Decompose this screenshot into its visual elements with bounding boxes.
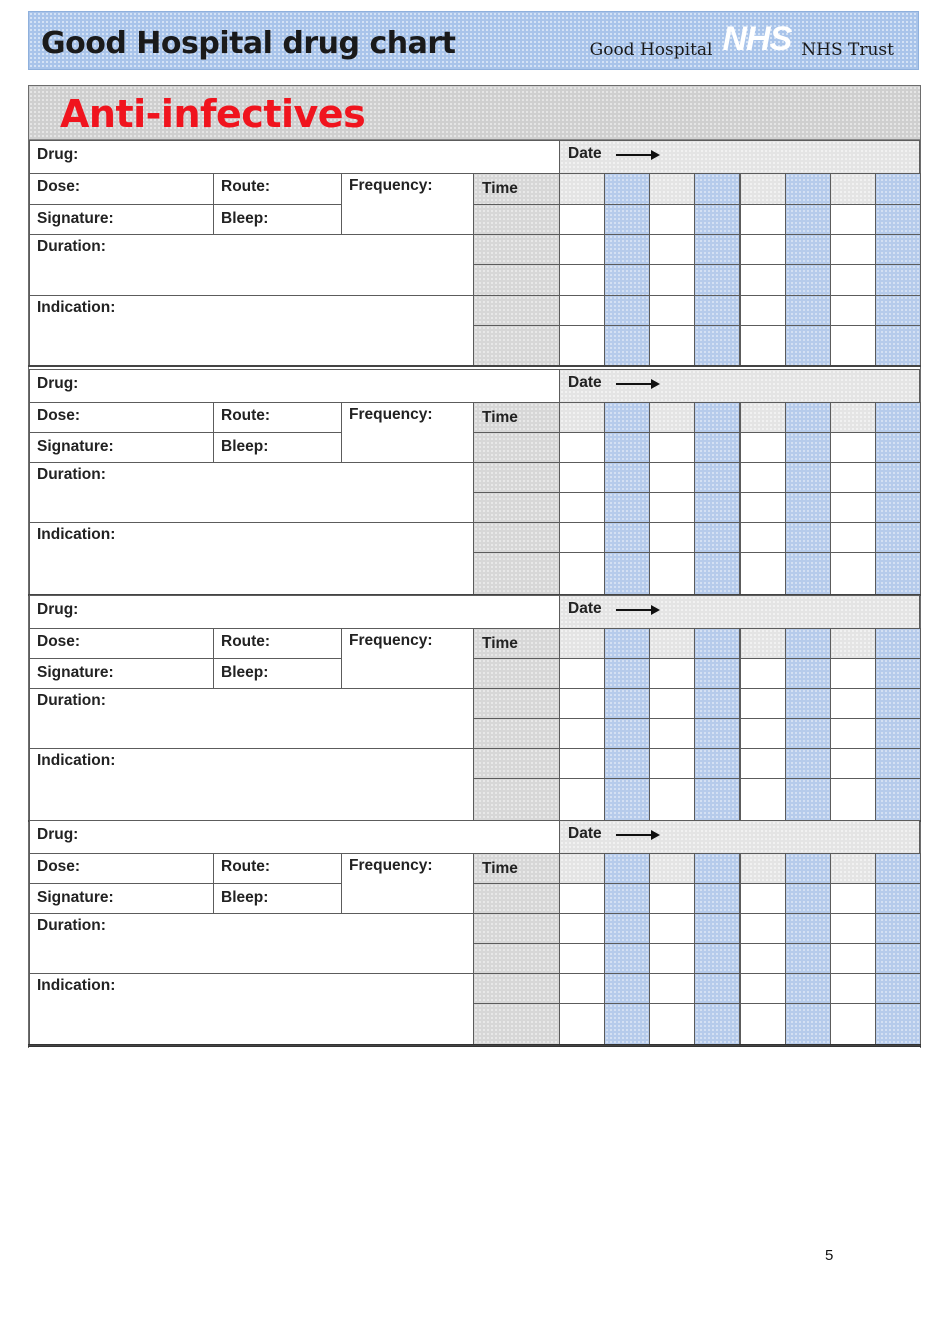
time-entry-3-1[interactable]	[473, 658, 560, 689]
time-label: Time	[482, 635, 518, 652]
administration-cell[interactable]	[740, 973, 786, 1004]
date-cell[interactable]	[785, 853, 831, 884]
date-cell[interactable]	[604, 173, 650, 205]
administration-cell[interactable]	[785, 748, 831, 779]
administration-cell[interactable]	[604, 264, 650, 296]
administration-cell[interactable]	[559, 883, 605, 914]
administration-cell[interactable]	[649, 748, 695, 779]
administration-cell[interactable]	[875, 913, 921, 944]
date-label: Date	[568, 825, 602, 842]
administration-cell[interactable]	[875, 462, 921, 493]
administration-cell[interactable]	[785, 943, 831, 974]
duration-label: Duration:	[37, 238, 106, 255]
administration-cell[interactable]	[604, 778, 650, 821]
frequency-label: Frequency:	[349, 177, 433, 194]
administration-cell[interactable]	[604, 658, 650, 689]
administration-cell[interactable]	[830, 943, 876, 974]
time-entry-3-3[interactable]	[473, 718, 560, 749]
administration-cell[interactable]	[740, 688, 786, 719]
arrow-icon	[616, 609, 658, 611]
administration-cell[interactable]	[830, 264, 876, 296]
arrow-icon	[616, 834, 658, 836]
signature-label: Signature:	[37, 889, 114, 906]
date-cell[interactable]	[559, 853, 605, 884]
administration-cell[interactable]	[785, 522, 831, 553]
administration-cell[interactable]	[785, 658, 831, 689]
drug-label: Drug:	[37, 601, 79, 618]
administration-cell[interactable]	[649, 658, 695, 689]
administration-cell[interactable]	[559, 295, 605, 326]
date-cell[interactable]	[559, 173, 605, 205]
date-cell[interactable]	[649, 173, 695, 205]
route-label: Route:	[221, 178, 271, 195]
date-cell[interactable]	[559, 628, 605, 659]
administration-cell[interactable]	[649, 688, 695, 719]
administration-cell[interactable]	[830, 462, 876, 493]
duration-label: Duration:	[37, 917, 106, 934]
time-label: Time	[482, 409, 518, 426]
administration-cell[interactable]	[649, 462, 695, 493]
administration-cell[interactable]	[604, 688, 650, 719]
bleep-label: Bleep:	[221, 889, 269, 906]
administration-cell[interactable]	[875, 432, 921, 463]
administration-cell[interactable]	[740, 883, 786, 914]
administration-cell[interactable]	[785, 492, 831, 523]
administration-cell[interactable]	[694, 492, 740, 523]
administration-cell[interactable]	[559, 264, 605, 296]
drug-field-3[interactable]	[29, 595, 560, 629]
administration-cell[interactable]	[604, 234, 650, 265]
administration-cell[interactable]	[785, 432, 831, 463]
hospital-name: Good Hospital	[589, 40, 713, 60]
administration-cell[interactable]	[604, 718, 650, 749]
date-cell[interactable]	[649, 853, 695, 884]
administration-cell[interactable]	[740, 748, 786, 779]
administration-cell[interactable]	[694, 264, 740, 296]
administration-cell[interactable]	[875, 552, 921, 595]
bottom-rule	[28, 1044, 921, 1047]
date-label: Date	[568, 600, 602, 617]
time-entry-4-2[interactable]	[473, 913, 560, 944]
administration-cell[interactable]	[785, 1003, 831, 1046]
chart-title: Good Hospital drug chart	[41, 26, 456, 61]
administration-cell[interactable]	[649, 264, 695, 296]
administration-cell[interactable]	[649, 718, 695, 749]
administration-cell[interactable]	[694, 204, 740, 235]
administration-cell[interactable]	[694, 552, 740, 595]
signature-label: Signature:	[37, 438, 114, 455]
date-cell[interactable]	[785, 402, 831, 433]
administration-cell[interactable]	[649, 204, 695, 235]
administration-cell[interactable]	[649, 883, 695, 914]
administration-cell[interactable]	[875, 1003, 921, 1046]
administration-cell[interactable]	[830, 688, 876, 719]
administration-cell[interactable]	[649, 778, 695, 821]
time-entry-2-5[interactable]	[473, 552, 560, 595]
administration-cell[interactable]	[875, 522, 921, 553]
administration-cell[interactable]	[830, 1003, 876, 1046]
time-label: Time	[482, 860, 518, 877]
administration-cell[interactable]	[785, 973, 831, 1004]
administration-cell[interactable]	[604, 913, 650, 944]
date-cell[interactable]	[875, 628, 921, 659]
date-cell[interactable]	[875, 173, 921, 205]
administration-cell[interactable]	[875, 778, 921, 821]
drug-field-4[interactable]	[29, 820, 560, 854]
administration-cell[interactable]	[694, 462, 740, 493]
time-entry-2-1[interactable]	[473, 432, 560, 463]
administration-cell[interactable]	[649, 943, 695, 974]
administration-cell[interactable]	[830, 718, 876, 749]
dose-label: Dose:	[37, 858, 81, 875]
drug-label: Drug:	[37, 826, 79, 843]
date-label: Date	[568, 145, 602, 162]
administration-cell[interactable]	[740, 658, 786, 689]
date-cell[interactable]	[740, 853, 786, 884]
administration-cell[interactable]	[830, 522, 876, 553]
administration-cell[interactable]	[785, 688, 831, 719]
administration-cell[interactable]	[875, 688, 921, 719]
time-entry-1-3[interactable]	[473, 264, 560, 296]
administration-cell[interactable]	[875, 204, 921, 235]
administration-cell[interactable]	[875, 883, 921, 914]
administration-cell[interactable]	[740, 204, 786, 235]
time-entry-2-4[interactable]	[473, 522, 560, 553]
date-cell[interactable]	[830, 628, 876, 659]
administration-cell[interactable]	[740, 552, 786, 595]
date-cell[interactable]	[875, 853, 921, 884]
administration-cell[interactable]	[559, 204, 605, 235]
administration-cell[interactable]	[740, 1003, 786, 1046]
administration-cell[interactable]	[740, 295, 786, 326]
date-cell[interactable]	[740, 402, 786, 433]
administration-cell[interactable]	[875, 492, 921, 523]
administration-cell[interactable]	[694, 883, 740, 914]
trust-logo	[590, 22, 894, 62]
time-entry-2-3[interactable]	[473, 492, 560, 523]
date-cell[interactable]	[740, 628, 786, 659]
administration-cell[interactable]	[604, 883, 650, 914]
drug-field-1[interactable]	[29, 140, 560, 174]
time-entry-1-5[interactable]	[473, 325, 560, 366]
administration-cell[interactable]	[785, 462, 831, 493]
administration-cell[interactable]	[559, 522, 605, 553]
administration-cell[interactable]	[785, 325, 831, 366]
drug-label: Drug:	[37, 146, 79, 163]
administration-cell[interactable]	[694, 913, 740, 944]
date-cell[interactable]	[649, 402, 695, 433]
indication-label: Indication:	[37, 299, 116, 316]
administration-cell[interactable]	[604, 1003, 650, 1046]
date-cell[interactable]	[785, 628, 831, 659]
time-entry-1-4[interactable]	[473, 295, 560, 326]
administration-cell[interactable]	[559, 913, 605, 944]
administration-cell[interactable]	[785, 204, 831, 235]
time-entry-1-2[interactable]	[473, 234, 560, 265]
date-cell[interactable]	[740, 173, 786, 205]
page-header	[28, 11, 919, 70]
administration-cell[interactable]	[830, 748, 876, 779]
administration-cell[interactable]	[559, 492, 605, 523]
administration-cell[interactable]	[694, 295, 740, 326]
signature-label: Signature:	[37, 210, 114, 227]
administration-cell[interactable]	[785, 552, 831, 595]
administration-cell[interactable]	[830, 778, 876, 821]
indication-label: Indication:	[37, 526, 116, 543]
block-separator	[28, 365, 921, 367]
section-title: Anti-infectives	[60, 92, 366, 136]
administration-cell[interactable]	[875, 295, 921, 326]
arrow-icon	[616, 383, 658, 385]
administration-cell[interactable]	[694, 688, 740, 719]
dose-label: Dose:	[37, 407, 81, 424]
administration-cell[interactable]	[740, 234, 786, 265]
date-header-4	[559, 820, 920, 854]
administration-cell[interactable]	[604, 552, 650, 595]
administration-cell[interactable]	[604, 325, 650, 366]
date-cell[interactable]	[875, 402, 921, 433]
date-cell[interactable]	[559, 402, 605, 433]
administration-cell[interactable]	[740, 462, 786, 493]
administration-cell[interactable]	[875, 943, 921, 974]
administration-cell[interactable]	[649, 432, 695, 463]
time-entry-2-2[interactable]	[473, 462, 560, 493]
administration-cell[interactable]	[875, 658, 921, 689]
drug-label: Drug:	[37, 375, 79, 392]
route-label: Route:	[221, 633, 271, 650]
bleep-label: Bleep:	[221, 438, 269, 455]
time-entry-3-5[interactable]	[473, 778, 560, 821]
administration-cell[interactable]	[830, 913, 876, 944]
administration-cell[interactable]	[604, 522, 650, 553]
administration-cell[interactable]	[740, 492, 786, 523]
administration-cell[interactable]	[830, 658, 876, 689]
frequency-label: Frequency:	[349, 632, 433, 649]
administration-cell[interactable]	[785, 718, 831, 749]
administration-cell[interactable]	[559, 1003, 605, 1046]
administration-cell[interactable]	[875, 973, 921, 1004]
administration-cell[interactable]	[694, 658, 740, 689]
date-cell[interactable]	[694, 173, 740, 205]
administration-cell[interactable]	[559, 552, 605, 595]
date-label: Date	[568, 374, 602, 391]
administration-cell[interactable]	[559, 943, 605, 974]
administration-cell[interactable]	[830, 234, 876, 265]
date-header-2	[559, 369, 920, 403]
administration-cell[interactable]	[740, 913, 786, 944]
administration-cell[interactable]	[604, 432, 650, 463]
indication-label: Indication:	[37, 752, 116, 769]
administration-cell[interactable]	[875, 748, 921, 779]
page-number: 5	[825, 1247, 834, 1264]
administration-cell[interactable]	[649, 234, 695, 265]
administration-cell[interactable]	[694, 432, 740, 463]
drug-field-2[interactable]	[29, 369, 560, 403]
duration-label: Duration:	[37, 466, 106, 483]
indication-label: Indication:	[37, 977, 116, 994]
administration-cell[interactable]	[875, 718, 921, 749]
administration-cell[interactable]	[875, 264, 921, 296]
administration-cell[interactable]	[830, 973, 876, 1004]
administration-cell[interactable]	[559, 432, 605, 463]
administration-cell[interactable]	[785, 295, 831, 326]
administration-cell[interactable]	[559, 688, 605, 719]
administration-cell[interactable]	[604, 973, 650, 1004]
administration-cell[interactable]	[875, 234, 921, 265]
administration-cell[interactable]	[830, 883, 876, 914]
administration-cell[interactable]	[740, 432, 786, 463]
administration-cell[interactable]	[694, 943, 740, 974]
time-entry-4-5[interactable]	[473, 1003, 560, 1046]
route-label: Route:	[221, 407, 271, 424]
administration-cell[interactable]	[604, 462, 650, 493]
administration-cell[interactable]	[649, 325, 695, 366]
administration-cell[interactable]	[559, 658, 605, 689]
administration-cell[interactable]	[649, 913, 695, 944]
administration-cell[interactable]	[604, 295, 650, 326]
date-cell[interactable]	[604, 853, 650, 884]
frequency-label: Frequency:	[349, 857, 433, 874]
time-entry-3-4[interactable]	[473, 748, 560, 779]
duration-label: Duration:	[37, 692, 106, 709]
administration-cell[interactable]	[604, 748, 650, 779]
time-entry-4-4[interactable]	[473, 973, 560, 1004]
administration-cell[interactable]	[830, 295, 876, 326]
administration-cell[interactable]	[694, 1003, 740, 1046]
administration-cell[interactable]	[830, 492, 876, 523]
administration-cell[interactable]	[649, 1003, 695, 1046]
nhs-logo: NHS	[722, 20, 792, 58]
administration-cell[interactable]	[559, 973, 605, 1004]
administration-cell[interactable]	[559, 462, 605, 493]
arrow-icon	[616, 154, 658, 156]
date-cell[interactable]	[604, 628, 650, 659]
dose-label: Dose:	[37, 633, 81, 650]
administration-cell[interactable]	[830, 325, 876, 366]
administration-cell[interactable]	[694, 234, 740, 265]
administration-cell[interactable]	[785, 778, 831, 821]
time-entry-4-3[interactable]	[473, 943, 560, 974]
administration-cell[interactable]	[559, 234, 605, 265]
administration-cell[interactable]	[604, 492, 650, 523]
date-cell[interactable]	[694, 402, 740, 433]
administration-cell[interactable]	[740, 325, 786, 366]
administration-cell[interactable]	[694, 973, 740, 1004]
date-header-3	[559, 595, 920, 629]
date-cell[interactable]	[830, 173, 876, 205]
date-cell[interactable]	[604, 402, 650, 433]
time-entry-3-2[interactable]	[473, 688, 560, 719]
administration-cell[interactable]	[559, 748, 605, 779]
trust-name: NHS Trust	[801, 40, 894, 60]
administration-cell[interactable]	[649, 492, 695, 523]
administration-cell[interactable]	[559, 325, 605, 366]
administration-cell[interactable]	[740, 943, 786, 974]
signature-label: Signature:	[37, 664, 114, 681]
administration-cell[interactable]	[830, 432, 876, 463]
date-cell[interactable]	[649, 628, 695, 659]
administration-cell[interactable]	[694, 778, 740, 821]
time-entry-4-1[interactable]	[473, 883, 560, 914]
administration-cell[interactable]	[604, 204, 650, 235]
date-cell[interactable]	[785, 173, 831, 205]
bleep-label: Bleep:	[221, 664, 269, 681]
section-banner	[29, 86, 920, 140]
administration-cell[interactable]	[649, 552, 695, 595]
time-label: Time	[482, 180, 518, 197]
administration-cell[interactable]	[785, 883, 831, 914]
time-entry-1-1[interactable]	[473, 204, 560, 235]
administration-cell[interactable]	[559, 778, 605, 821]
administration-cell[interactable]	[694, 522, 740, 553]
route-label: Route:	[221, 858, 271, 875]
administration-cell[interactable]	[875, 325, 921, 366]
administration-cell[interactable]	[740, 778, 786, 821]
administration-cell[interactable]	[785, 913, 831, 944]
administration-cell[interactable]	[694, 325, 740, 366]
administration-cell[interactable]	[649, 973, 695, 1004]
administration-cell[interactable]	[649, 522, 695, 553]
administration-cell[interactable]	[694, 748, 740, 779]
administration-cell[interactable]	[740, 264, 786, 296]
administration-cell[interactable]	[785, 234, 831, 265]
administration-cell[interactable]	[694, 718, 740, 749]
administration-cell[interactable]	[604, 943, 650, 974]
administration-cell[interactable]	[559, 718, 605, 749]
administration-cell[interactable]	[649, 295, 695, 326]
frequency-label: Frequency:	[349, 406, 433, 423]
date-cell[interactable]	[694, 853, 740, 884]
date-cell[interactable]	[830, 853, 876, 884]
date-cell[interactable]	[694, 628, 740, 659]
bleep-label: Bleep:	[221, 210, 269, 227]
administration-cell[interactable]	[740, 718, 786, 749]
administration-cell[interactable]	[740, 522, 786, 553]
administration-cell[interactable]	[785, 264, 831, 296]
administration-cell[interactable]	[830, 552, 876, 595]
date-header-1	[559, 140, 920, 174]
administration-cell[interactable]	[830, 204, 876, 235]
date-cell[interactable]	[830, 402, 876, 433]
dose-label: Dose:	[37, 178, 81, 195]
